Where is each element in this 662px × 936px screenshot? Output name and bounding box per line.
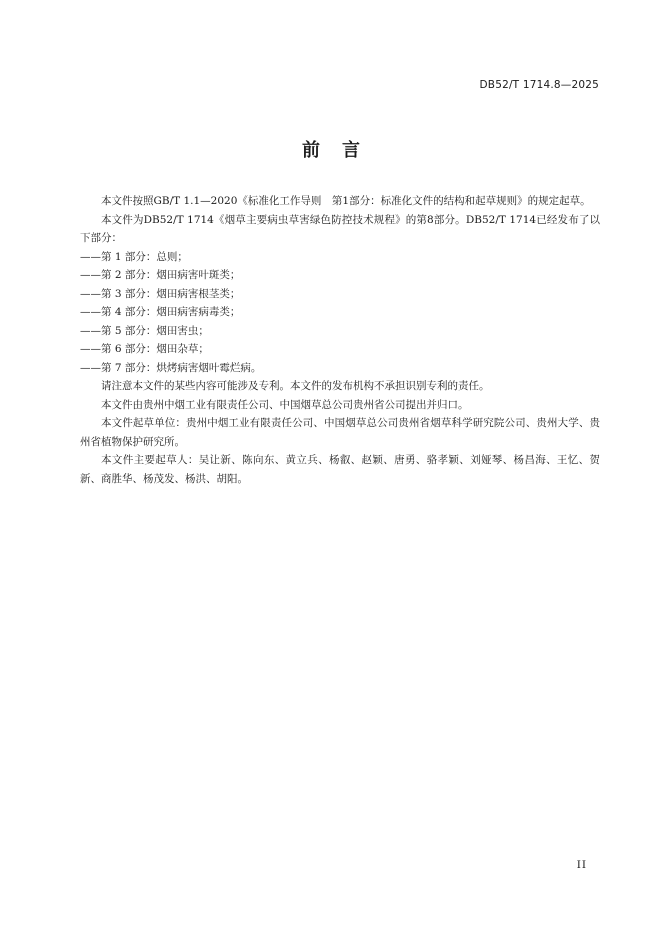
- paragraph-drafters: 本文件主要起草人：吴让新、陈向东、黄立兵、杨叡、赵颖、唐勇、骆孝颖、刘娅琴、杨昌海、王忆、贺新、商胜华、杨茂发、杨洪、胡阳。: [80, 454, 600, 485]
- paragraph-part-intro: 本文件为DB52/T 1714《烟草主要病虫草害绿色防控技术规程》的第8部分。DB52/T 1714已经发布了以下部分：: [80, 213, 600, 244]
- list-item-part-4: ——第 4 部分：烟田病害病毒类；: [80, 306, 241, 318]
- list-item-part-6: ——第 6 部分：烟田杂草；: [80, 343, 209, 355]
- page-number: II: [576, 859, 587, 871]
- list-item-part-1: ——第 1 部分：总则；: [80, 250, 188, 263]
- document-id: DB52/T 1714.8—2025: [479, 79, 599, 91]
- list-item-part-2: ——第 2 部分：烟田病害叶斑类；: [80, 269, 241, 281]
- list-item-part-5: ——第 5 部分：烟田害虫；: [80, 324, 209, 337]
- paragraph-proposer: 本文件由贵州中烟工业有限责任公司、中国烟草总公司贵州省公司提出并归口。: [101, 398, 469, 411]
- paragraph-patent-notice: 请注意本文件的某些内容可能涉及专利。本文件的发布机构不承担识别专利的责任。: [101, 380, 490, 392]
- paragraph-drafting-units: 本文件起草单位：贵州中烟工业有限责任公司、中国烟草总公司贵州省烟草科学研究院公司、贵州大学、贵州省植物保护研究所。: [80, 417, 600, 448]
- list-item-part-7: ——第 7 部分：烘烤病害烟叶霉烂病。: [80, 361, 262, 374]
- list-item-part-3: ——第 3 部分：烟田病害根茎类；: [80, 287, 241, 300]
- foreword-body: [80, 192, 600, 488]
- paragraph-drafting-rules: 本文件按照GB/T 1.1—2020《标准化工作导则 第1部分：标准化文件的结构和起草规则》的规定起草。: [101, 195, 591, 207]
- page-title: 前言: [302, 140, 382, 161]
